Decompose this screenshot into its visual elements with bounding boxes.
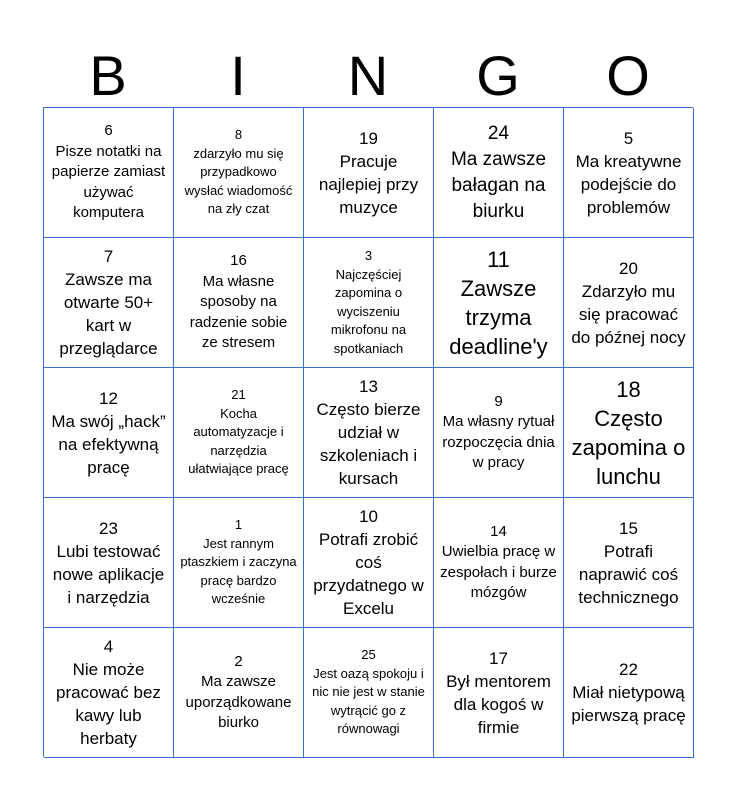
cell-number: 23 <box>99 518 118 538</box>
bingo-cell[interactable] <box>304 628 434 758</box>
cell-text: Zdarzyło mu się pracować do późnej nocy <box>571 281 686 347</box>
bingo-cell[interactable] <box>564 238 694 368</box>
cell-text: Często bierze udział w szkoleniach i kursach <box>316 400 421 488</box>
cell-text: Uwielbia pracę w zespołach i burze mózgów <box>440 543 557 601</box>
bingo-header <box>43 44 693 108</box>
header-letter-n: N <box>347 44 389 107</box>
cell-number: 7 <box>103 247 114 266</box>
bingo-board <box>43 107 693 757</box>
bingo-cell[interactable] <box>44 108 174 238</box>
cell-text: Najczęściej zapomina o wyciszeniu mikrofonu na spotkaniach <box>330 266 407 356</box>
cell-text: Potrafi naprawić coś technicznego <box>578 541 679 607</box>
bingo-cell[interactable] <box>44 498 174 628</box>
cell-number: 12 <box>99 388 118 408</box>
bingo-cell[interactable] <box>434 238 564 368</box>
header-letter-g: G <box>476 44 520 107</box>
cell-text: Nie może pracować bez kawy lub herbaty <box>56 660 161 748</box>
bingo-cell[interactable] <box>174 628 304 758</box>
bingo-cell[interactable] <box>434 498 564 628</box>
cell-text: Ma swój „hack” na efektywną pracę <box>51 411 166 477</box>
cell-text: Ma własne sposoby na radzenie sobie ze stresem <box>189 272 288 352</box>
header-letter-o: O <box>606 44 650 107</box>
bingo-cell[interactable] <box>304 238 434 368</box>
header-letter-b: B <box>89 44 127 107</box>
bingo-cell[interactable] <box>174 498 304 628</box>
cell-number: 15 <box>619 518 638 538</box>
cell-number: 8 <box>234 127 243 143</box>
cell-text: Ma własny rytuał rozpoczęcia dnia w pracy <box>442 413 555 471</box>
cell-number: 1 <box>234 517 243 533</box>
bingo-cell[interactable] <box>564 498 694 628</box>
cell-number: 25 <box>361 647 376 663</box>
cell-number: 16 <box>230 252 247 270</box>
cell-number: 18 <box>616 376 641 402</box>
bingo-cell[interactable] <box>44 238 174 368</box>
cell-text: Pisze notatki na papierze zamiast używać komputera <box>51 142 166 222</box>
bingo-cell[interactable] <box>174 108 304 238</box>
cell-text: Miał nietypową pierwszą pracę <box>571 683 686 725</box>
cell-number: 2 <box>234 652 243 670</box>
cell-number: 5 <box>623 128 634 148</box>
cell-number: 17 <box>489 648 508 668</box>
cell-text: Zawsze trzyma deadline'y <box>449 275 548 359</box>
cell-number: 19 <box>359 128 378 148</box>
bingo-cell[interactable] <box>434 368 564 498</box>
cell-text: Ma kreatywne podejście do problemów <box>575 151 682 217</box>
cell-text: Był mentorem dla kogoś w firmie <box>446 671 551 737</box>
cell-text: zdarzyło mu się przypadkowo wysłać wiadomość na zły czat <box>184 145 293 217</box>
bingo-cell[interactable] <box>174 238 304 368</box>
bingo-cell[interactable] <box>174 368 304 498</box>
cell-text: Potrafi zrobić coś przydatnego w Excelu <box>313 530 424 618</box>
cell-text: Zawsze ma otwarte 50+ kart w przeglądarce <box>59 270 158 358</box>
cell-number: 20 <box>619 258 638 278</box>
cell-text: Ma zawsze bałagan na biurku <box>450 148 547 222</box>
bingo-cell[interactable] <box>44 628 174 758</box>
cell-text: Często zapomina o lunchu <box>571 405 686 489</box>
cell-text: Lubi testować nowe aplikacje i narzędzia <box>52 541 165 607</box>
bingo-cell[interactable] <box>304 368 434 498</box>
bingo-cell[interactable] <box>434 108 564 238</box>
cell-text: Pracuje najlepiej przy muzyce <box>318 151 419 217</box>
header-letter-i: I <box>230 44 246 107</box>
cell-number: 11 <box>487 246 510 272</box>
bingo-cell[interactable] <box>304 498 434 628</box>
bingo-cell[interactable] <box>434 628 564 758</box>
bingo-cell[interactable] <box>564 108 694 238</box>
bingo-cell[interactable] <box>44 368 174 498</box>
cell-number: 22 <box>619 660 638 679</box>
cell-number: 21 <box>231 387 246 403</box>
bingo-cell[interactable] <box>304 108 434 238</box>
bingo-cell[interactable] <box>564 628 694 758</box>
cell-number: 4 <box>103 637 114 656</box>
cell-text: Kocha automatyzacje i narzędzia ułatwiające pracę <box>188 405 289 477</box>
cell-text: Ma zawsze uporządkowane biurko <box>185 673 292 731</box>
cell-number: 10 <box>359 507 378 526</box>
cell-number: 13 <box>359 377 378 396</box>
bingo-cell[interactable] <box>564 368 694 498</box>
cell-number: 14 <box>490 522 507 540</box>
cell-text: Jest rannym ptaszkiem i zaczyna pracę bardzo wcześnie <box>180 535 297 607</box>
cell-number: 6 <box>104 122 113 140</box>
cell-number: 3 <box>364 248 373 263</box>
cell-number: 24 <box>487 122 510 144</box>
cell-text: Jest oazą spokoju i nic nie jest w stanie wytrącić go z równowagi <box>312 665 425 737</box>
cell-number: 9 <box>494 392 503 410</box>
